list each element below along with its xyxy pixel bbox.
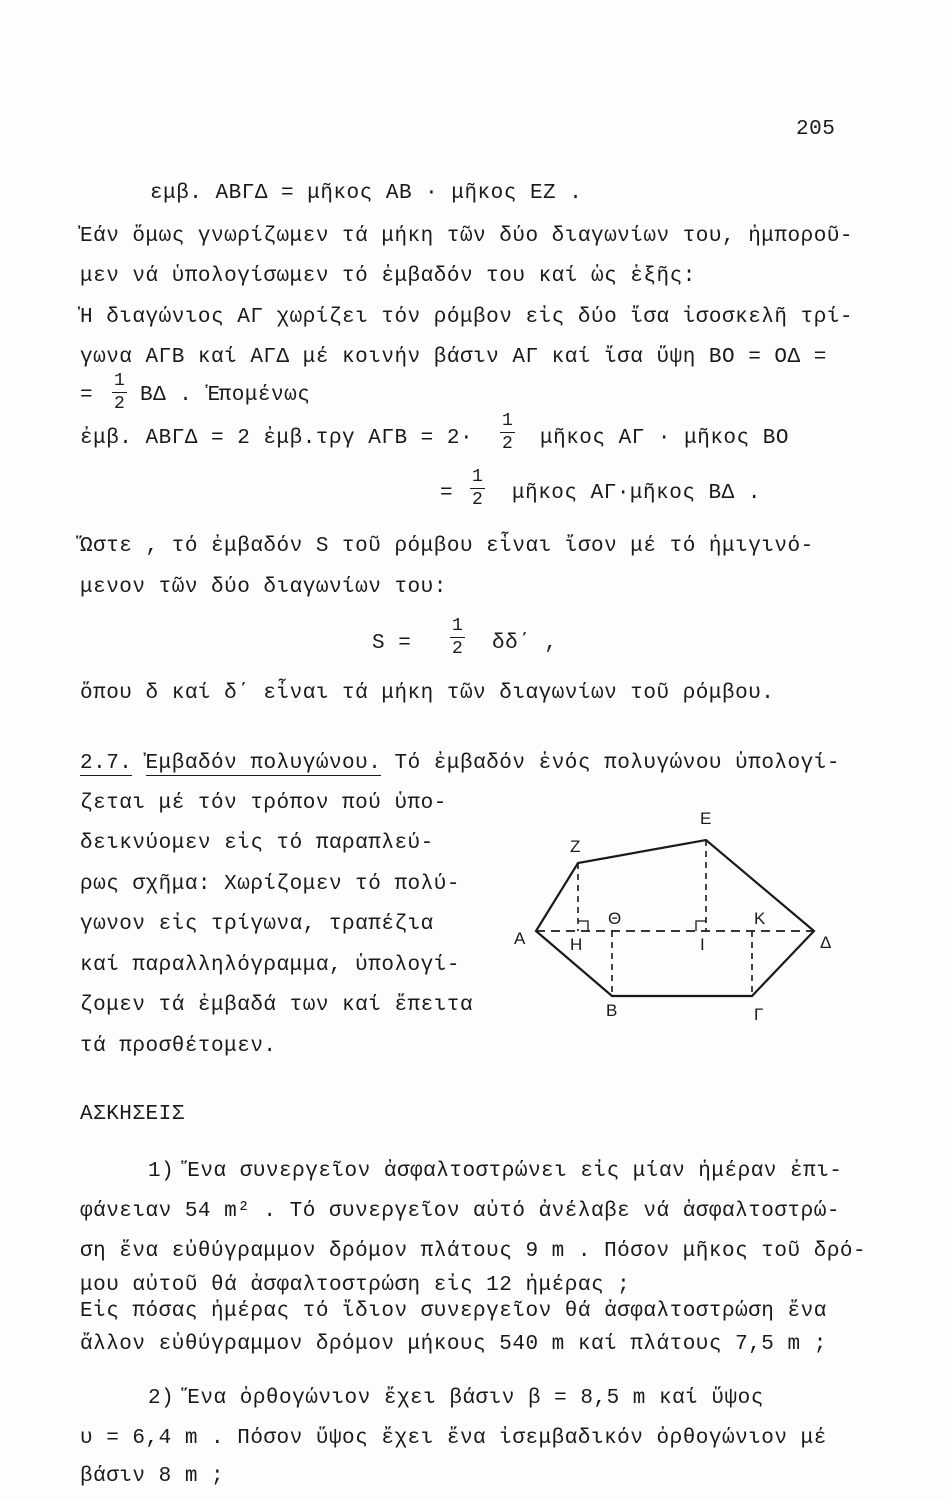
label-A: A: [514, 929, 526, 948]
label-G: Γ: [754, 1005, 764, 1024]
text-line-2: Ἐάν ὅμως γνωρίζωμεν τά μήκη τῶν δύο διαγωνίων του, ἠμποροῦ-: [80, 225, 854, 248]
text-line-9: Ὥστε , τό ἐμβαδόν S τοῦ ρόμβου εἶναι ἴσον μέ τό ἡμιγινό-: [80, 535, 814, 558]
label-H: H: [570, 935, 583, 954]
page-number: 205: [796, 118, 836, 141]
fraction-one-half-4: [450, 617, 465, 658]
text-line-3: μεν νά ὑπολογίσωμεν τό ἐμβαδόν του καί ὡς ἑξῆς:: [80, 265, 696, 288]
label-E: E: [700, 809, 712, 828]
fraction-denominator: 2: [502, 434, 513, 454]
label-TH: Θ: [608, 909, 622, 928]
text-line-5: γωνα ΑΓΒ καί ΑΓΔ μέ κοινήν βάσιν ΑΓ καί ἴσα ὕψη ΒΟ = ΟΔ =: [80, 346, 827, 369]
text-line-12: ὅπου δ καί δ΄ εἶναι τά μήκη τῶν διαγωνίων τοῦ ρόμβου.: [80, 682, 775, 705]
text-line-6-eq: =: [80, 384, 94, 407]
right-angle-mark-I: [696, 921, 706, 931]
exercise-1-line-5: Εἰς πόσας ἡμέρας τό ἴδιον συνεργεῖον θά ἀσφαλτοστρώση ἕνα: [80, 1300, 827, 1323]
fraction-one-half-1: [112, 372, 127, 413]
label-Z: Z: [570, 837, 581, 856]
para-line-7: τά προσθέτομεν.: [80, 1035, 277, 1058]
fraction-denominator: 2: [114, 394, 125, 414]
text-line-7b: μῆκος ΑΓ · μῆκος ΒΟ: [540, 427, 789, 450]
text-line-1: εμβ. ΑΒΓΔ = μῆκος ΑΒ · μῆκος ΕΖ .: [150, 182, 583, 205]
exercise-2-line-2: υ = 6,4 m . Πόσον ὕψος ἔχει ἕνα ἰσεμβαδικόν ὀρθογώνιον μέ: [80, 1427, 827, 1450]
exercise-1-line-3: ση ἕνα εὐθύγραμμον δρόμον πλάτους 9 m . Πόσον μῆκος τοῦ δρό-: [80, 1240, 867, 1263]
fraction-denominator: 2: [472, 490, 483, 510]
exercise-2-line-3: βάσιν 8 m ;: [80, 1465, 225, 1488]
fraction-numerator: 1: [502, 411, 513, 431]
polygon-figure: [500, 800, 850, 1030]
para-line-6: ζομεν τά ἐμβαδά των καί ἔπειτα: [80, 994, 474, 1017]
right-angle-mark-H: [578, 921, 588, 931]
fraction-one-half-3: [470, 468, 485, 509]
text-line-7: ἐμβ. ΑΒΓΔ = 2 ἐμβ.τργ ΑΓΒ = 2·: [80, 427, 474, 450]
para-line-4: γωνον εἰς τρίγωνα, τραπέζια: [80, 913, 434, 936]
formula-S-rhs: δδ΄ ,: [492, 632, 558, 655]
para-line-5: καί παραλληλόγραμμα, ὑπολογί-: [80, 954, 460, 977]
fraction-numerator: 1: [452, 616, 463, 636]
formula-S-lhs: S =: [372, 632, 412, 655]
text-line-10: μενον τῶν δύο διαγωνίων του:: [80, 576, 447, 599]
para-line-1: ζεται μέ τόν τρόπον πού ὑπο-: [80, 792, 447, 815]
section-number: 2.7.: [80, 752, 133, 775]
text-line-8: μῆκος ΑΓ·μῆκος ΒΔ .: [512, 482, 761, 505]
text-line-6: ΒΔ . Ἑπομένως: [140, 384, 311, 407]
exercise-1-line-1: 1) Ἕνα συνεργεῖον ἀσφαλτοστρώνει εἰς μίαν ἡμέραν ἐπι-: [148, 1160, 843, 1183]
fraction-bar: [112, 392, 127, 393]
exercise-1-line-4: μου αὐτοῦ θά ἀσφαλτοστρώση εἰς 12 ἡμέρας ;: [80, 1274, 631, 1297]
text-line-8-eq: =: [440, 482, 454, 505]
exercise-2-line-1: 2) Ἕνα ὀρθογώνιον ἔχει βάσιν β = 8,5 m καί ὕψος: [148, 1387, 764, 1410]
fraction-bar: [500, 432, 515, 433]
fraction-numerator: 1: [114, 371, 125, 391]
section-heading-2-7: [80, 752, 840, 775]
label-B: B: [606, 1001, 618, 1020]
fraction-numerator: 1: [472, 467, 483, 487]
exercise-1-line-2: φάνειαν 54 m² . Τό συνεργεῖον αὐτό ἀνέλαβε νά ἀσφαλτοστρώ-: [80, 1200, 840, 1223]
para-line-2: δεικνύομεν εἰς τό παραπλεύ-: [80, 832, 434, 855]
section-title: Ἐμβαδόν πολυγώνου.: [145, 752, 382, 775]
label-I: I: [700, 935, 705, 954]
section-heading-rest: Τό ἐμβαδόν ἑνός πολυγώνου ὑπολογί-: [381, 752, 840, 775]
exercises-heading: ΑΣΚΗΣΕΙΣ: [80, 1103, 185, 1126]
fraction-one-half-2: [500, 412, 515, 453]
label-K: K: [754, 909, 766, 928]
fraction-bar: [450, 637, 465, 638]
fraction-denominator: 2: [452, 639, 463, 659]
text-line-4: Ἡ διαγώνιος ΑΓ χωρίζει τόν ρόμβον εἰς δύο ἴσα ἰσοσκελῆ τρί-: [80, 306, 854, 329]
para-line-3: ρως σχῆμα: Χωρίζομεν τό πολύ-: [80, 873, 460, 896]
fraction-bar: [470, 488, 485, 489]
exercise-1-line-6: ἄλλον εὐθύγραμμον δρόμον μήκους 540 m καί πλάτους 7,5 m ;: [80, 1333, 827, 1356]
label-D: Δ: [820, 933, 832, 952]
